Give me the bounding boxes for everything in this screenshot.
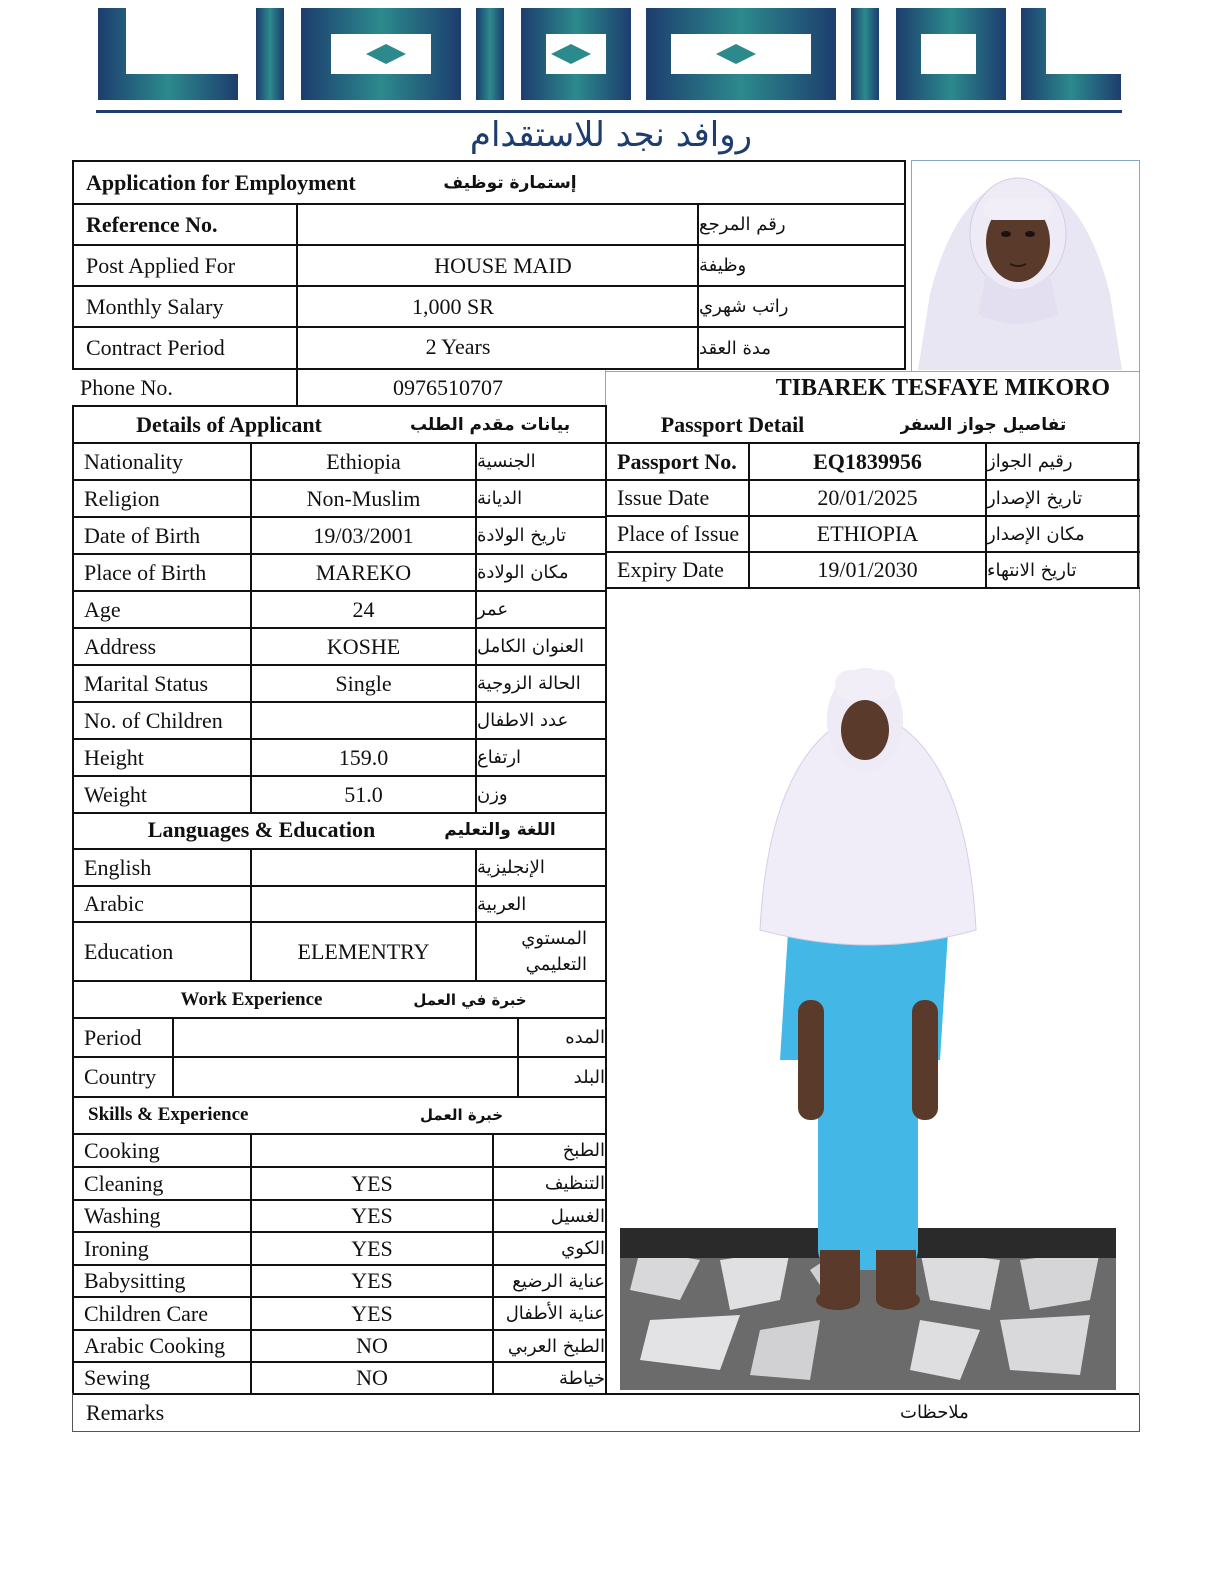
salary-label-ar: راتب شهري (699, 296, 789, 317)
logo-arabic-name: روافد نجد للاستقدام (469, 115, 753, 155)
skill-value: YES (351, 1300, 393, 1326)
detail-value: Ethiopia (326, 448, 401, 474)
detail-label-en: Address (84, 633, 157, 659)
detail-label-en: Religion (84, 485, 160, 511)
detail-label-en: Height (84, 744, 144, 770)
table-rule (1137, 551, 1139, 587)
application-title-en: Application for Employment (86, 169, 356, 195)
post-label-en: Post Applied For (86, 252, 236, 278)
skill-label-ar: التنظيف (544, 1173, 605, 1194)
work-title-en: Work Experience (180, 989, 323, 1010)
passport-value: 20/01/2025 (817, 485, 918, 510)
skill-label-en: Children Care (84, 1300, 209, 1326)
language-label-ar: الإنجليزية (477, 857, 545, 878)
work-label-en: Period (84, 1024, 142, 1050)
contract-label-en: Contract Period (86, 335, 225, 360)
passport-label-en: Passport No. (617, 448, 737, 474)
detail-label-en: Age (84, 596, 121, 622)
skill-label-ar: الطبخ العربي (507, 1335, 605, 1357)
contract-value: 2 Years (425, 334, 491, 359)
phone-label: Phone No. (80, 375, 173, 400)
skill-label-ar: عناية الرضيع (512, 1270, 605, 1292)
passport-label-ar: تاريخ الانتهاء (987, 559, 1077, 581)
language-value: ELEMENTRY (297, 938, 430, 964)
language-label-ar: العربية (477, 893, 527, 915)
applicant-name: TIBAREK TESFAYE MIKORO (775, 374, 1110, 401)
skill-label-en: Cleaning (84, 1170, 164, 1196)
skill-label-en: Washing (84, 1203, 161, 1228)
detail-label-en: Marital Status (84, 670, 209, 696)
work-value (174, 1019, 517, 1056)
work-label-ar: المده (565, 1027, 605, 1048)
passport-label-en: Expiry Date (617, 557, 724, 582)
detail-label-ar: الحالة الزوجية (477, 673, 581, 694)
details-title-ar: بيانات مقدم الطلب (409, 414, 571, 435)
reference-label-ar: رقم المرجع (699, 214, 786, 235)
remarks-label-ar: ملاحظات (900, 1402, 969, 1423)
detail-label-en: Date of Birth (84, 522, 201, 548)
skill-value (252, 1135, 492, 1166)
education-label-ar-1: المستوي (521, 927, 587, 949)
language-label-en: Arabic (84, 891, 144, 916)
detail-label-ar: العنوان الكامل (477, 636, 585, 657)
language-label-en: English (84, 854, 152, 880)
detail-label-en: No. of Children (84, 707, 223, 733)
skill-label-ar: الكوي (561, 1238, 605, 1259)
reference-value (298, 205, 697, 244)
detail-value (252, 703, 475, 738)
detail-value: KOSHE (326, 633, 401, 659)
skill-value: YES (351, 1268, 393, 1293)
detail-label-en: Weight (84, 781, 147, 807)
skill-label-en: Arabic Cooking (84, 1333, 226, 1358)
passport-label-ar: تاريخ الإصدار (987, 487, 1083, 509)
detail-value: 24 (352, 596, 375, 622)
passport-label-ar: مكان الإصدار (987, 523, 1085, 545)
detail-value: Single (335, 670, 392, 696)
skill-label-en: Sewing (84, 1365, 150, 1390)
detail-label-en: Nationality (84, 448, 183, 474)
skill-label-en: Ironing (84, 1235, 149, 1261)
passport-label-en: Place of Issue (617, 521, 740, 546)
detail-label-ar: الجنسية (477, 451, 536, 472)
skill-label-ar: الغسيل (550, 1205, 605, 1227)
skill-label-ar: خياطة (558, 1367, 605, 1389)
skill-label-en: Babysitting (84, 1268, 186, 1293)
table-rule (607, 587, 1140, 589)
detail-value: 159.0 (338, 744, 389, 770)
work-label-en: Country (84, 1064, 157, 1089)
phone-value: 0976510707 (393, 375, 503, 400)
language-label-en: Education (84, 938, 174, 964)
detail-value: Non-Muslim (306, 485, 421, 511)
detail-label-ar: وزن (477, 784, 508, 805)
education-label-ar-2: التعليمي (525, 953, 587, 975)
salary-label-en: Monthly Salary (86, 293, 224, 319)
passport-label-en: Issue Date (617, 485, 710, 510)
detail-label-ar: تاريخ الولادة (477, 525, 567, 546)
skill-value: NO (356, 1365, 388, 1390)
skill-label-ar: الطبخ (562, 1140, 605, 1161)
detail-value: 19/03/2001 (313, 522, 414, 548)
detail-value: MAREKO (315, 559, 412, 585)
work-title-ar: خبرة في العمل (413, 991, 527, 1009)
table-rule (1137, 479, 1139, 515)
post-value: HOUSE MAID (434, 252, 572, 278)
detail-label-ar: الديانة (477, 488, 523, 509)
detail-value: 51.0 (344, 781, 383, 807)
passport-value: ETHIOPIA (816, 521, 919, 546)
applicant-portrait-photo (918, 164, 1122, 370)
skill-value: YES (351, 1235, 393, 1261)
passport-label-ar: رقيم الجواز (987, 451, 1073, 472)
detail-label-en: Place of Birth (84, 559, 207, 585)
languages-title-ar: اللغة والتعليم (444, 820, 556, 840)
remarks-label-en: Remarks (86, 1399, 165, 1425)
passport-title-en: Passport Detail (660, 412, 805, 437)
passport-value: EQ1839956 (813, 448, 922, 474)
post-label-ar: وظيفة (699, 255, 747, 276)
detail-label-ar: عدد الاطفال (477, 710, 569, 731)
contract-label-ar: مدة العقد (699, 337, 771, 359)
passport-title-ar: تفاصيل جواز السفر (900, 415, 1067, 435)
table-rule (1137, 442, 1139, 479)
passport-value: 19/01/2030 (817, 557, 918, 582)
languages-title-en: Languages & Education (147, 817, 376, 842)
skill-value: YES (351, 1203, 393, 1228)
skill-value: NO (356, 1333, 388, 1358)
language-value (252, 850, 475, 885)
skill-label-en: Cooking (84, 1137, 160, 1163)
salary-value: 1,000 SR (412, 293, 494, 319)
work-label-ar: البلد (573, 1066, 605, 1088)
skill-label-ar: عناية الأطفال (505, 1303, 605, 1324)
details-title-en: Details of Applicant (136, 411, 322, 437)
application-title-ar: إستمارة توظيف (443, 172, 577, 193)
detail-label-ar: ارتفاع (477, 747, 522, 768)
skill-value: YES (351, 1170, 393, 1196)
work-value (174, 1058, 517, 1096)
detail-label-ar: مكان الولادة (477, 562, 569, 583)
detail-label-ar: عمر (477, 599, 509, 620)
skills-title-en: Skills & Experience (88, 1104, 249, 1125)
company-logo (96, 6, 1126, 156)
language-value (252, 887, 475, 921)
skills-title-ar: خبرة العمل (420, 1106, 504, 1124)
reference-label-en: Reference No. (86, 211, 218, 237)
applicant-full-body-photo (620, 600, 1116, 1390)
table-rule (1137, 515, 1139, 551)
